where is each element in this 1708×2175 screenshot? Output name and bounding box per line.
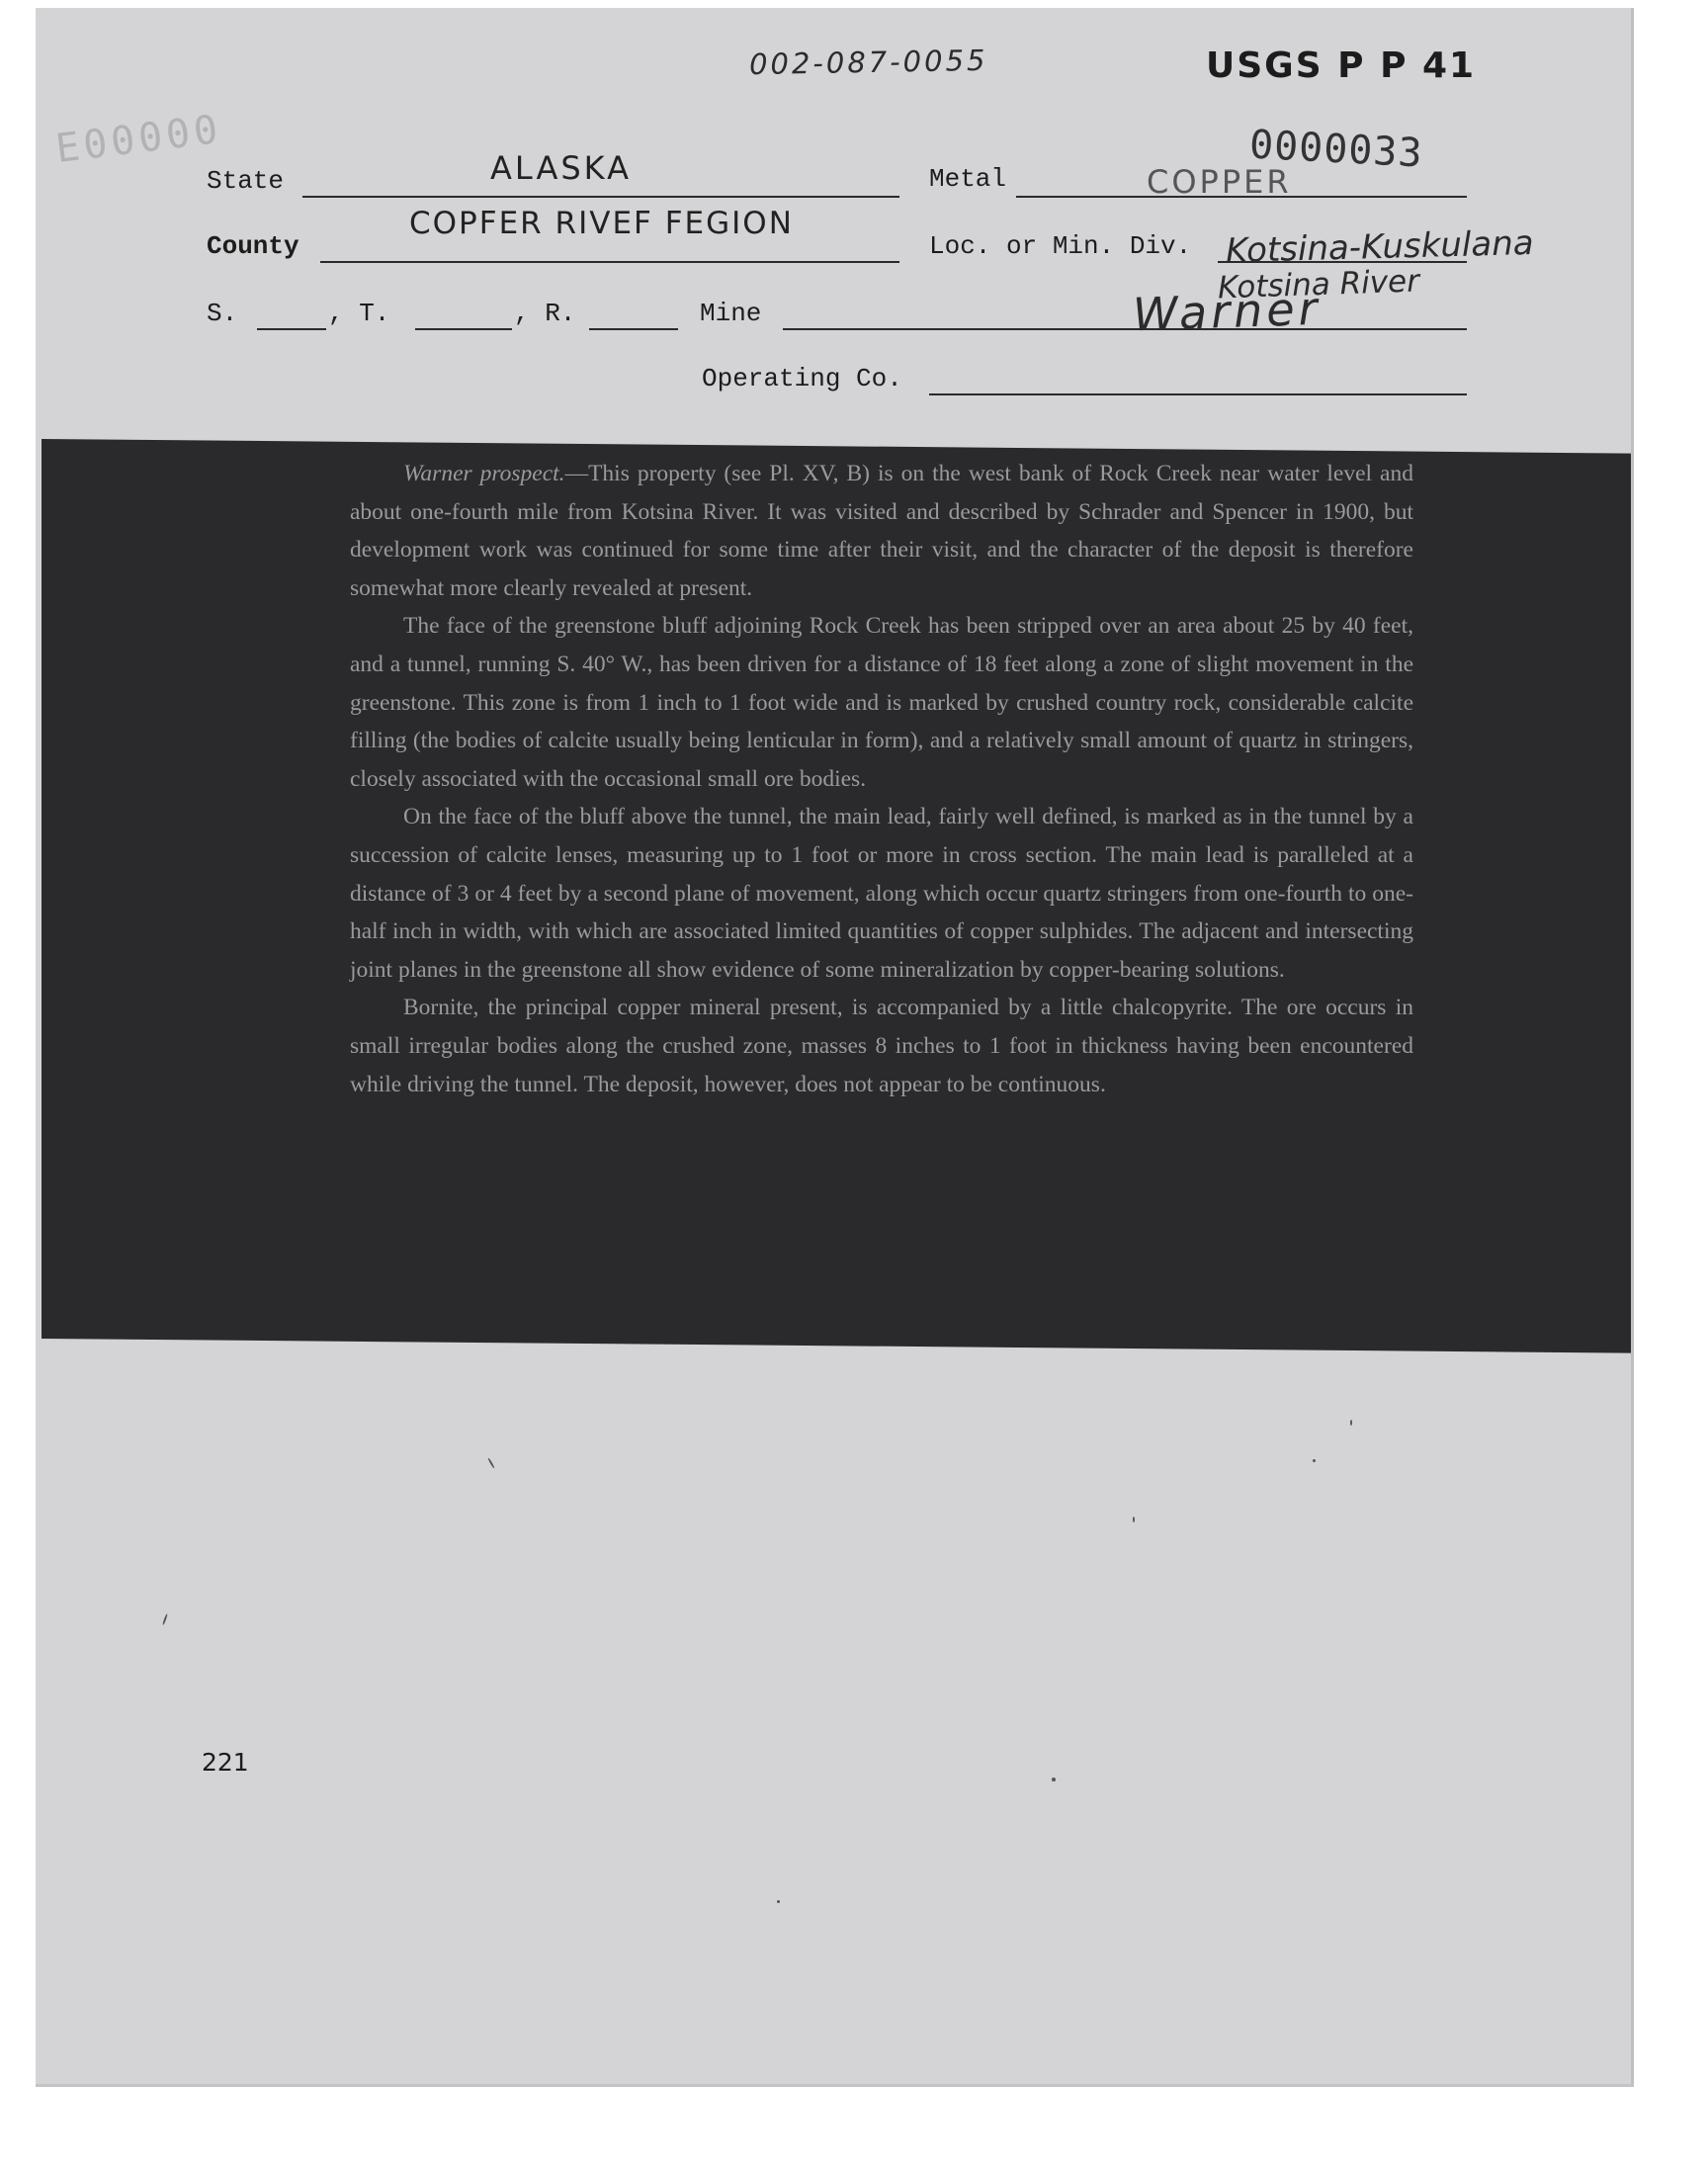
scan-speck <box>1133 1517 1135 1522</box>
locdiv-label: Loc. or Min. Div. <box>929 231 1192 261</box>
state-line <box>302 196 899 198</box>
clipping-paragraph-1 <box>350 455 1413 607</box>
sheet-number-stamp: 0000033 <box>1247 122 1424 177</box>
county-label: County <box>207 231 299 261</box>
metal-value: COPPER <box>1147 163 1292 201</box>
page-number: 221 <box>202 1748 249 1777</box>
metal-label: Metal <box>929 164 1007 194</box>
file-number: 002-087-0055 <box>748 43 988 82</box>
county-value: COPFER RIVEF FEGION <box>409 206 794 241</box>
clipping-paragraph-3: On the face of the bluff above the tunnel, the main lead, fairly well defined, is marked as in the tunnel by a succession of calcite lenses, measuring up to 1 foot or more in cross section. The main lead is paralleled at a distance of 3 or 4 feet by a second plane of movement, along which occur quartz stringers from one-fourth to one-half inch in width, with which are associated limited quantities of copper sulphides. The adjacent and intersecting joint planes in the greenstone all show evidence of some mineralization by copper-bearing solutions. <box>350 804 1413 983</box>
scan-speck <box>487 1457 495 1468</box>
scan-speck <box>1350 1420 1352 1426</box>
section-line <box>257 328 326 330</box>
scan-speck <box>1052 1778 1056 1782</box>
county-line <box>320 261 899 263</box>
state-label: State <box>207 166 285 196</box>
clipping-paragraph-2: The face of the greenstone bluff adjoining Rock Creek has been stripped over an area about 25 by 40 feet, and a tunnel, running S. 40° W., has been driven for a distance of 18 feet along a zone of slight movement in the greenstone. This zone is from 1 inch to 1 foot wide and is marked by crushed country rock, considerable calcite filling (the bodies of calcite usually being lenticular in form), and a relatively small amount of quartz in stringers, closely associated with the occasional small ore bodies. <box>350 613 1413 792</box>
clipping-text <box>350 455 1413 1103</box>
clipping-paragraph-1-text: —This property (see Pl. XV, B) is on the west bank of Rock Creek near water level and about one-fourth mile from Kotsina River. It was visited and described by Schrader and Spencer in 1900, but development work was continued for some time after their visit, and the character of the deposit is therefore somewhat more clearly revealed at present. <box>350 461 1413 601</box>
scan-speck <box>777 1900 780 1903</box>
clipping-paragraph-4: Bornite, the principal copper mineral present, is accompanied by a little chalcopyrite. The ore occurs in small irregular bodies along the crushed zone, masses 8 inches to 1 foot in thickness having been encountered while driving the tunnel. The deposit, however, does not appear to be continuous. <box>350 995 1413 1097</box>
state-value: ALASKA <box>490 149 632 187</box>
series-stamp: USGS P P 41 <box>1206 45 1477 86</box>
operating-co-label: Operating Co. <box>702 364 902 393</box>
mine-line <box>783 328 1467 330</box>
record-card <box>36 8 1634 2087</box>
section-label: S. <box>207 299 238 328</box>
range-label: , R. <box>514 299 576 328</box>
clipping-lead-in: Warner prospect. <box>403 461 565 486</box>
township-label: , T. <box>328 299 390 328</box>
township-line <box>415 328 512 330</box>
operating-co-line <box>929 393 1467 395</box>
mine-label: Mine <box>700 299 762 328</box>
scan-speck <box>162 1613 168 1625</box>
range-line <box>589 328 678 330</box>
corner-stamp: E00000 <box>52 106 224 173</box>
mine-value: Warner <box>1132 281 1323 342</box>
scan-speck <box>1313 1459 1316 1462</box>
locdiv-value-1: Kotsina-Kuskulana <box>1225 222 1535 272</box>
locdiv-value-2: Kotsina River <box>1217 263 1420 306</box>
